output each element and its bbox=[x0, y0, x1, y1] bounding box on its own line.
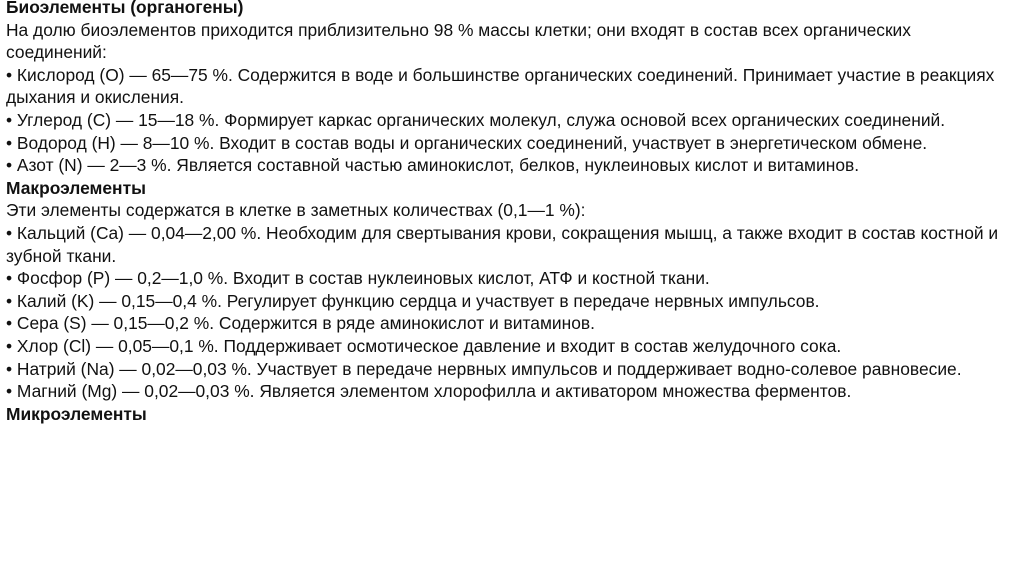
list-item-oxygen: • Кислород (O) — 65—75 %. Содержится в воде и большинстве органических соединений. Принимает участие в реакциях дыхания и окисления. bbox=[6, 64, 995, 108]
list-item-nitrogen: • Азот (N) — 2—3 %. Является составной частью аминокислот, белков, нуклеиновых кислот и витаминов. bbox=[6, 155, 860, 176]
list-item-potassium: • Калий (K) — 0,15—0,4 %. Регулирует функцию сердца и участвует в передаче нервных импульсов. bbox=[6, 290, 820, 311]
list-item-sulfur: • Сера (S) — 0,15—0,2 %. Содержится в ряде аминокислот и витаминов. bbox=[6, 313, 595, 334]
list-item-calcium: • Кальций (Ca) — 0,04—2,00 %. Необходим для свертывания крови, сокращения мышц, а также входит в состав костной и зубной ткани. bbox=[6, 222, 999, 266]
section-intro-bioelements: На долю биоэлементов приходится приблизительно 98 % массы клетки; они входят в состав всех органических соединений: bbox=[6, 19, 911, 63]
section-heading-microelements: Микроэлементы bbox=[6, 403, 147, 424]
section-heading-macroelements: Макроэлементы bbox=[6, 177, 146, 198]
section-intro-macroelements: Эти элементы содержатся в клетке в заметных количествах (0,1—1 %): bbox=[6, 200, 586, 221]
list-item-phosphorus: • Фосфор (P) — 0,2—1,0 %. Входит в состав нуклеиновых кислот, АТФ и костной ткани. bbox=[6, 268, 710, 289]
list-item-hydrogen: • Водород (H) — 8—10 %. Входит в состав воды и органических соединений, участвует в энергетическом обмене. bbox=[6, 132, 928, 153]
document-body bbox=[6, 0, 1016, 425]
section-heading-bioelements: Биоэлементы (органогены) bbox=[6, 0, 244, 17]
list-item-magnesium: • Магний (Mg) — 0,02—0,03 %. Является элементом хлорофилла и активатором множества ферментов. bbox=[6, 381, 852, 402]
list-item-sodium: • Натрий (Na) — 0,02—0,03 %. Участвует в передаче нервных импульсов и поддерживает водно-солевое равновесие. bbox=[6, 358, 962, 379]
list-item-carbon: • Углерод (C) — 15—18 %. Формирует каркас органических молекул, служа основой всех органических соединений. bbox=[6, 109, 946, 130]
list-item-chlorine: • Хлор (Cl) — 0,05—0,1 %. Поддерживает осмотическое давление и входит в состав желудочного сока. bbox=[6, 335, 842, 356]
